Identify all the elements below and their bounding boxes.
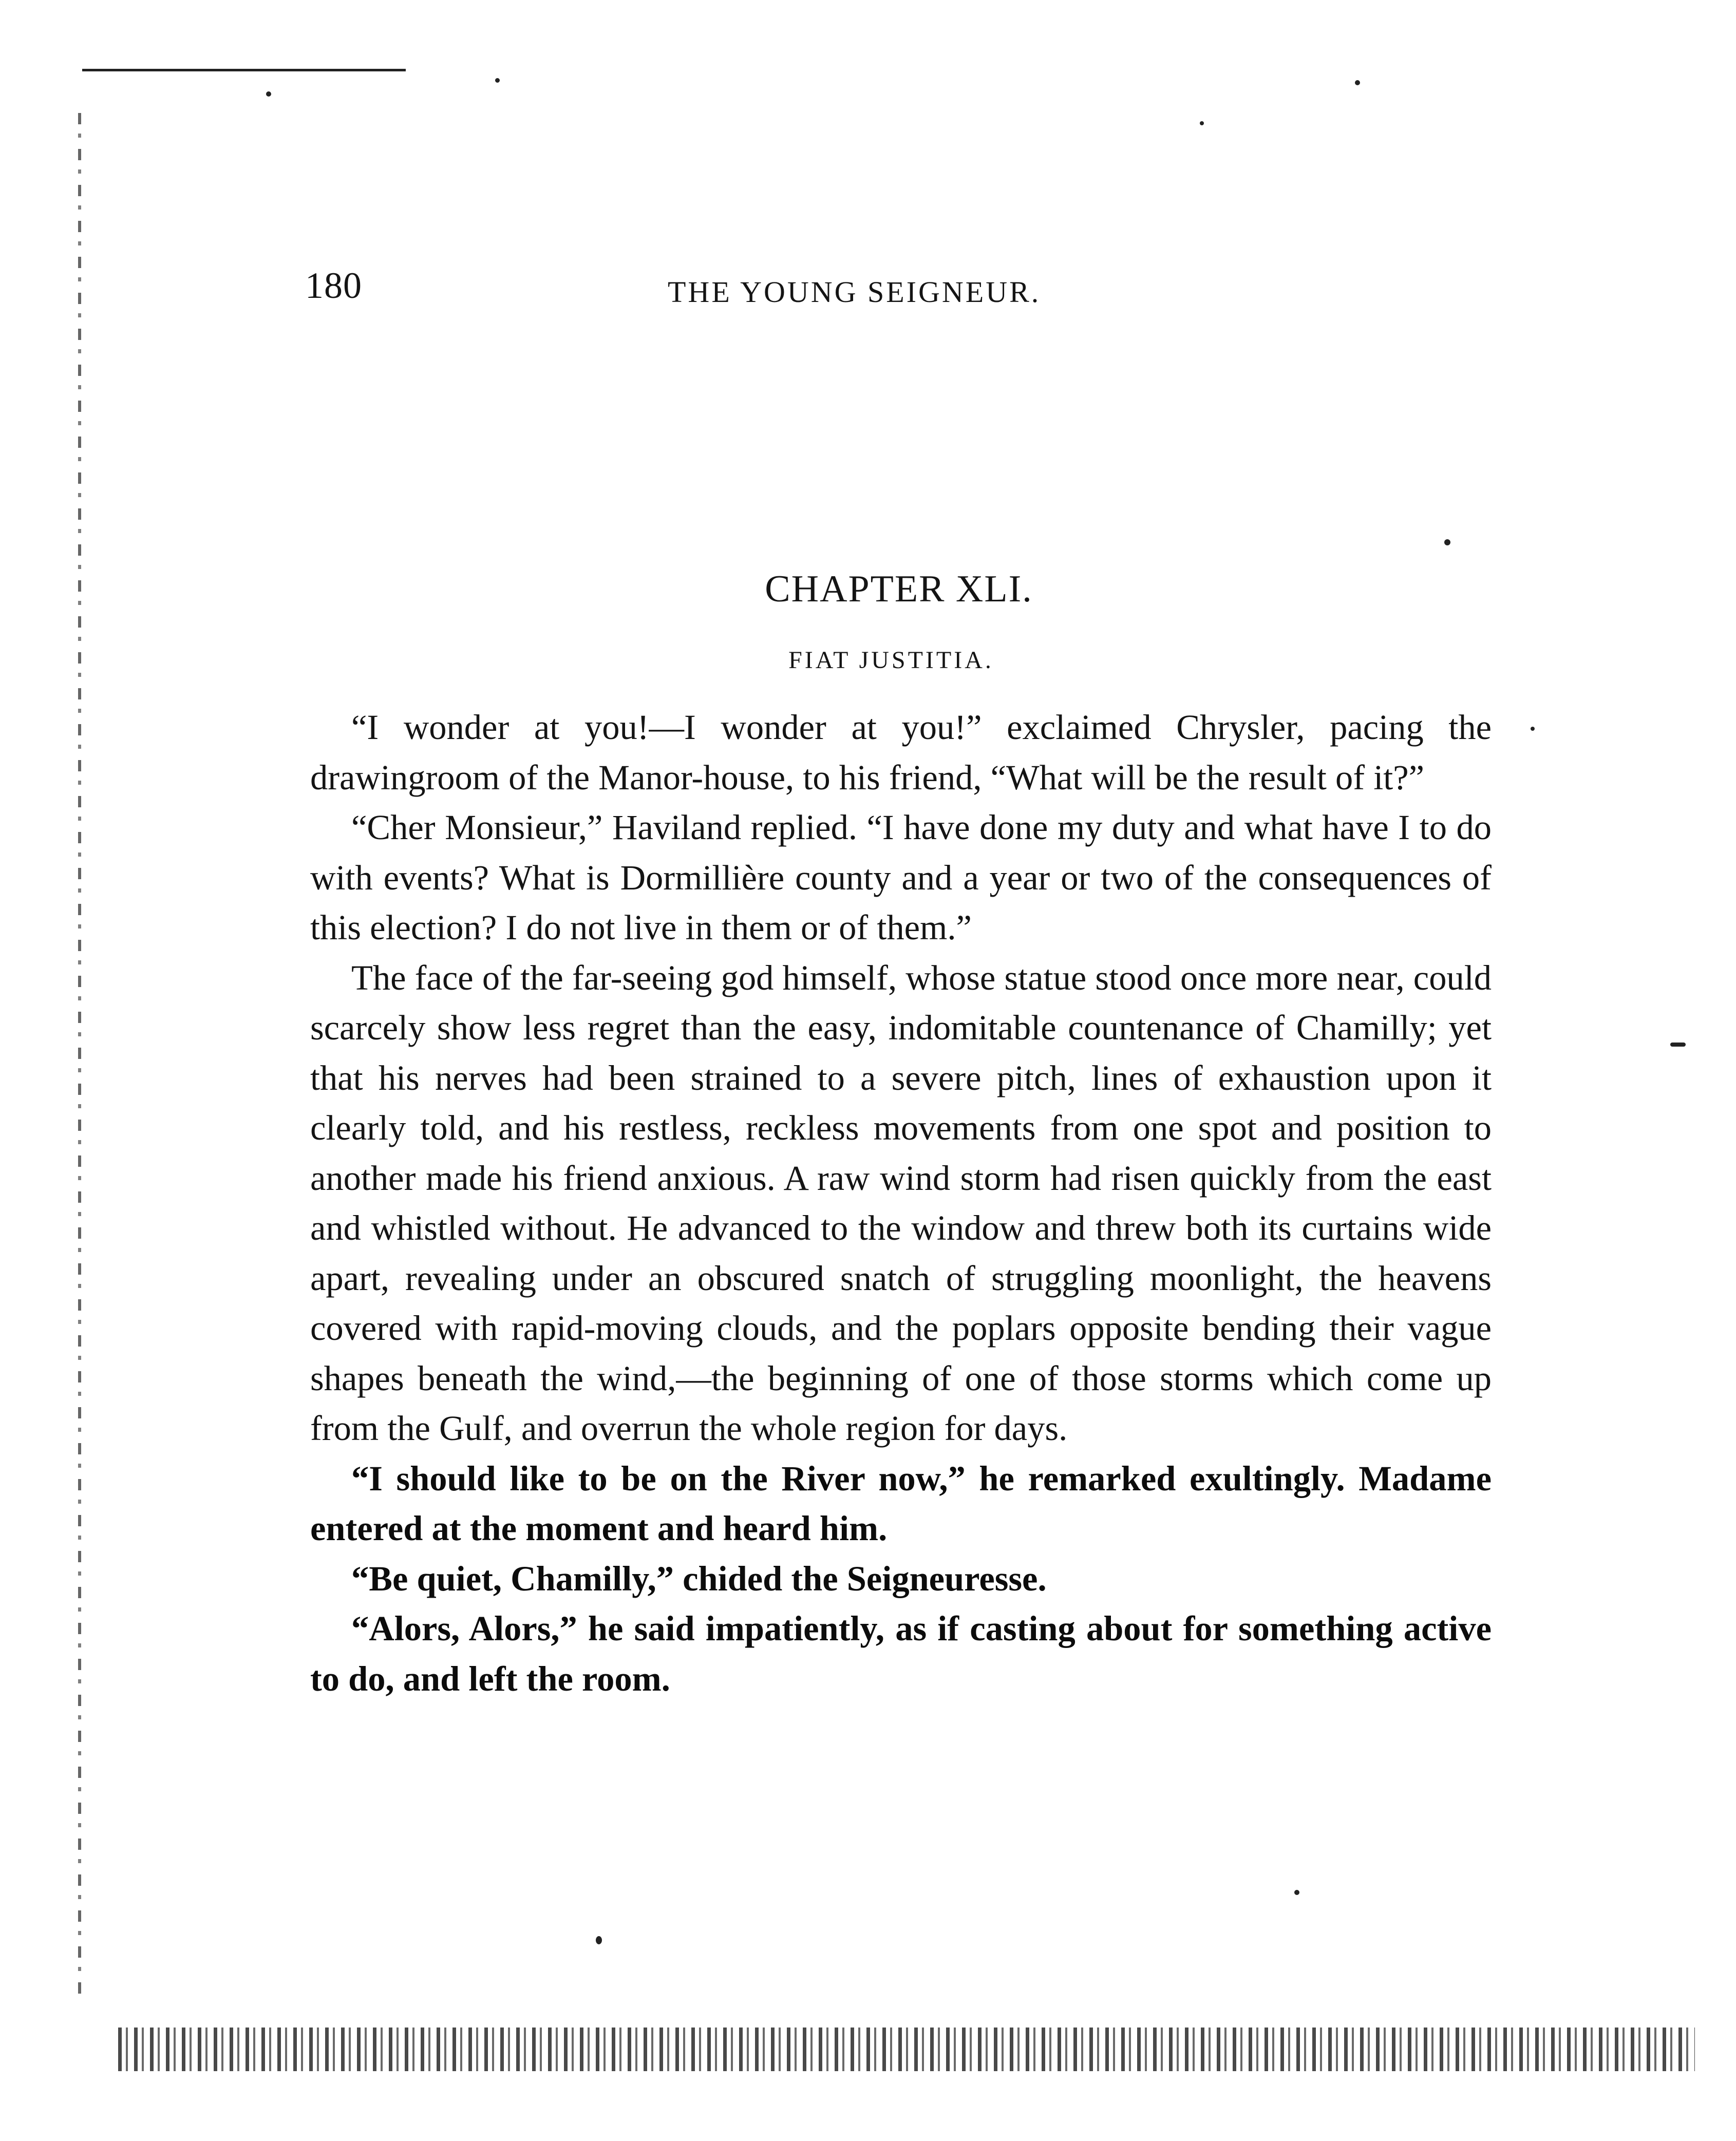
scan-speck [1531, 727, 1535, 731]
scan-speck [1200, 121, 1204, 125]
scan-speck [1670, 1043, 1686, 1047]
chapter-title: CHAPTER XLI. [765, 568, 1033, 610]
scan-speck [495, 78, 500, 83]
scan-bottom-noise [118, 2028, 1695, 2071]
paragraph: “I wonder at you!—I wonder at you!” exclaimed Chrysler, pacing the drawingroom of the Manor-house, to his friend, “What will be the result of it?” [310, 708, 1492, 797]
scan-speck [1294, 1890, 1299, 1895]
scan-speck [1444, 539, 1450, 545]
page-number: 180 [305, 265, 362, 306]
paragraph: “I should like to be on the River now,” he remarked exultingly. Madame entered at the moment and heard him. [310, 1458, 1492, 1548]
chapter-text [310, 703, 1492, 1704]
paragraph: The face of the far-seeing god himself, whose statue stood once more near, could scarcely show less regret than the easy, indomitable countenance of Chamilly; yet that his nerves had been strained to a severe pitch, lines of exhaustion upon it clearly told, and his restless, reckless movements from one spot and position to another made his friend anxious. A raw wind storm had risen quickly from the east and whistled without. He advanced to the window and threw both its curtains wide apart, revealing under an obscured snatch of struggling moonlight, the heavens covered with rapid-moving clouds, and the poplars opposite bending their vague shapes beneath the wind,—the beginning of one of those storms which come up from the Gulf, and overrun the whole region for days. [310, 958, 1492, 1448]
running-title: THE YOUNG SEIGNEUR. [668, 275, 1041, 309]
scan-top-rule [82, 69, 406, 71]
paragraph: “Be quiet, Chamilly,” chided the Seigneuresse. [351, 1559, 1047, 1598]
scan-speck [266, 91, 271, 97]
chapter-subtitle: FIAT JUSTITIA. [788, 647, 994, 674]
scan-speck [1355, 80, 1360, 85]
scan-left-edge [78, 113, 81, 2003]
paragraph: “Alors, Alors,” he said impatiently, as if casting about for something active to do, and left the room. [310, 1609, 1492, 1698]
scan-speck [596, 1936, 602, 1944]
paragraph: “Cher Monsieur,” Haviland replied. “I have done my duty and what have I to do with events? What is Dormillière county and a year or two of the consequences of this election? I do not live in them or of them.” [310, 808, 1492, 947]
